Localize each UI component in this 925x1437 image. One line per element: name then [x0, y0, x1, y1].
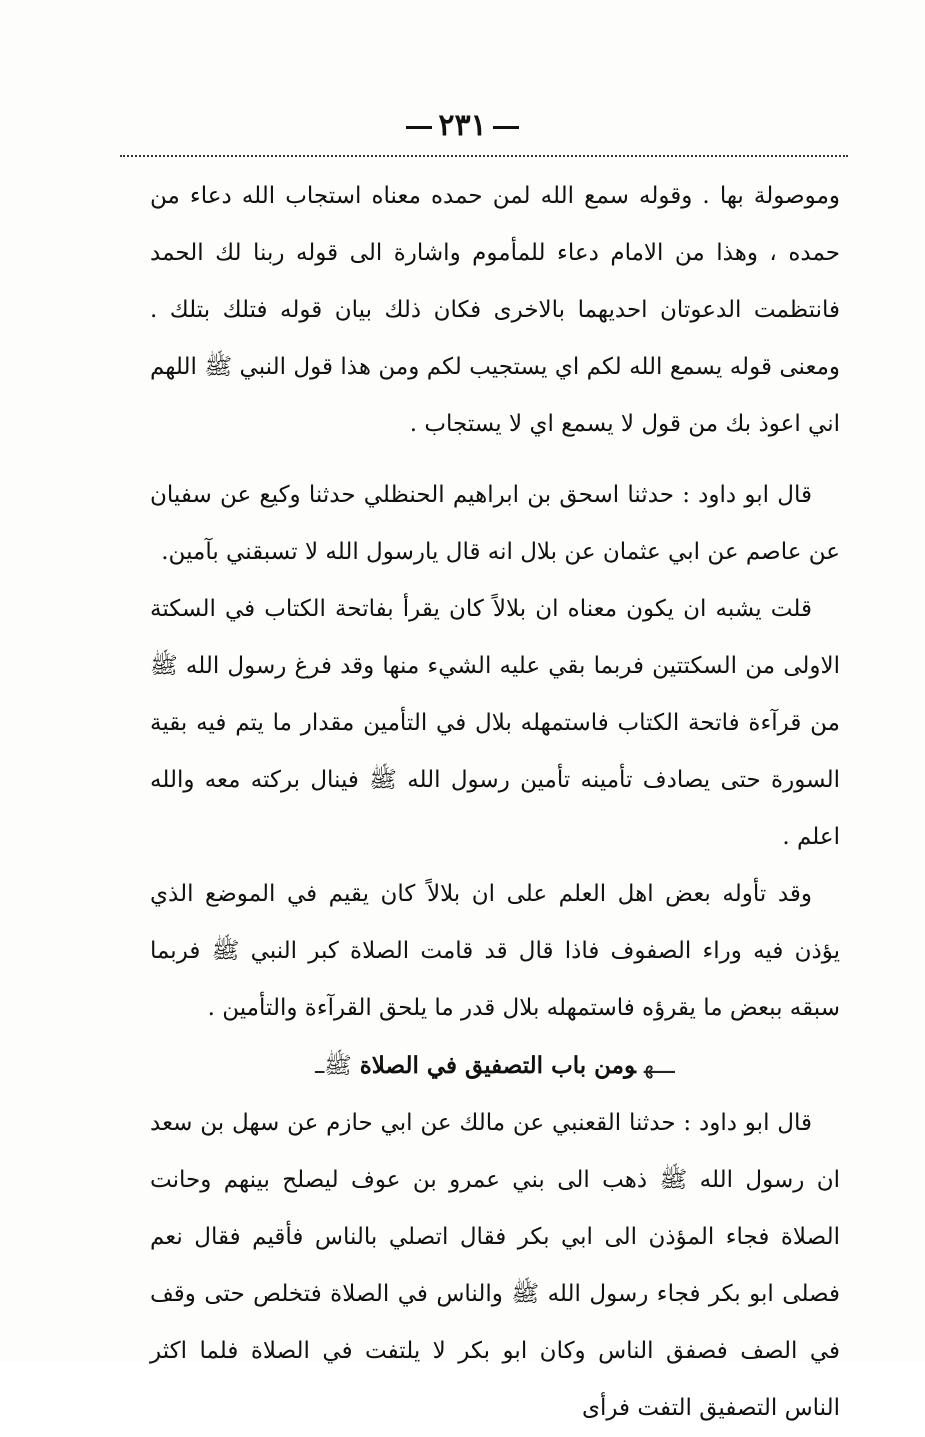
heading-ornament-left: ﷺـــ [315, 1053, 352, 1079]
paragraph-2: قال ابو داود : حدثنا اسحق بن ابراهيم الحنظلي حدثنا وكيع عن سفيان عن عاصم عن ابي عثمان عن بلال انه قال يارسول الله لا تسبقني بآمين. [150, 482, 840, 565]
section-heading [150, 1037, 840, 1095]
paragraph-3: قلت يشبه ان يكون معناه ان بلالاً كان يقرأ بفاتحة الكتاب في السكتة الاولى من السكتتين فربما بقي عليه الشيء منها وقد فرغ رسول الله ﷺ من قرآءة فاتحة الكتاب فاستمهله بلال في التأمين مقدار ما يتم فيه بقية السورة حتى يصادف تأمينه تأمين رسول الله ﷺ فينال بركته معه والله اعلم . [150, 596, 840, 850]
section-heading-text: ومن باب التصفيق في الصلاة [359, 1052, 636, 1079]
page-number-value: ٢٣١ [438, 108, 487, 143]
page-number [0, 108, 925, 143]
page-number-dash-left [406, 126, 432, 129]
page-number-dash-right [493, 126, 519, 129]
body-text [150, 168, 840, 1437]
paragraph-5: قال ابو داود : حدثنا القعنبي عن مالك عن ابي حازم عن سهل بن سعد ان رسول الله ﷺ ذهب الى بني عمرو بن عوف ليصلح بينهم وحانت الصلاة فجاء المؤذن الى ابي بكر فقال اتصلي بالناس فأقيم فقال نعم فصلى ابو بكر فجاء رسول الله ﷺ والناس في الصلاة فتخلص حتى وقف في الصف فصفق الناس وكان ابو بكر لا يلتفت في الصلاة فلما اكثر الناس التصفيق التفت فرأى [150, 1110, 840, 1421]
heading-ornament-right: ـــه [643, 1053, 675, 1079]
paragraph-1: وموصولة بها . وقوله سمع الله لمن حمده معناه استجاب الله دعاء من حمده ، وهذا من الامام دعاء للمأموم واشارة الى قوله ربنا لك الحمد فانتظمت الدعوتان احديهما بالاخرى فكان ذلك بيان قوله فتلك بتلك . ومعنى قوله يسمع الله لكم اي يستجيب لكم ومن هذا قول النبي ﷺ اللهم اني اعوذ بك من قول لا يسمع اي لا يستجاب . [150, 183, 840, 437]
header-divider [120, 155, 848, 157]
paragraph-4: وقد تأوله بعض اهل العلم على ان بلالاً كان يقيم في الموضع الذي يؤذن فيه وراء الصفوف فاذا قال قد قامت الصلاة كبر النبي ﷺ فربما سبقه ببعض ما يقرؤه فاستمهله بلال قدر ما يلحق القرآءة والتأمين . [150, 881, 840, 1021]
